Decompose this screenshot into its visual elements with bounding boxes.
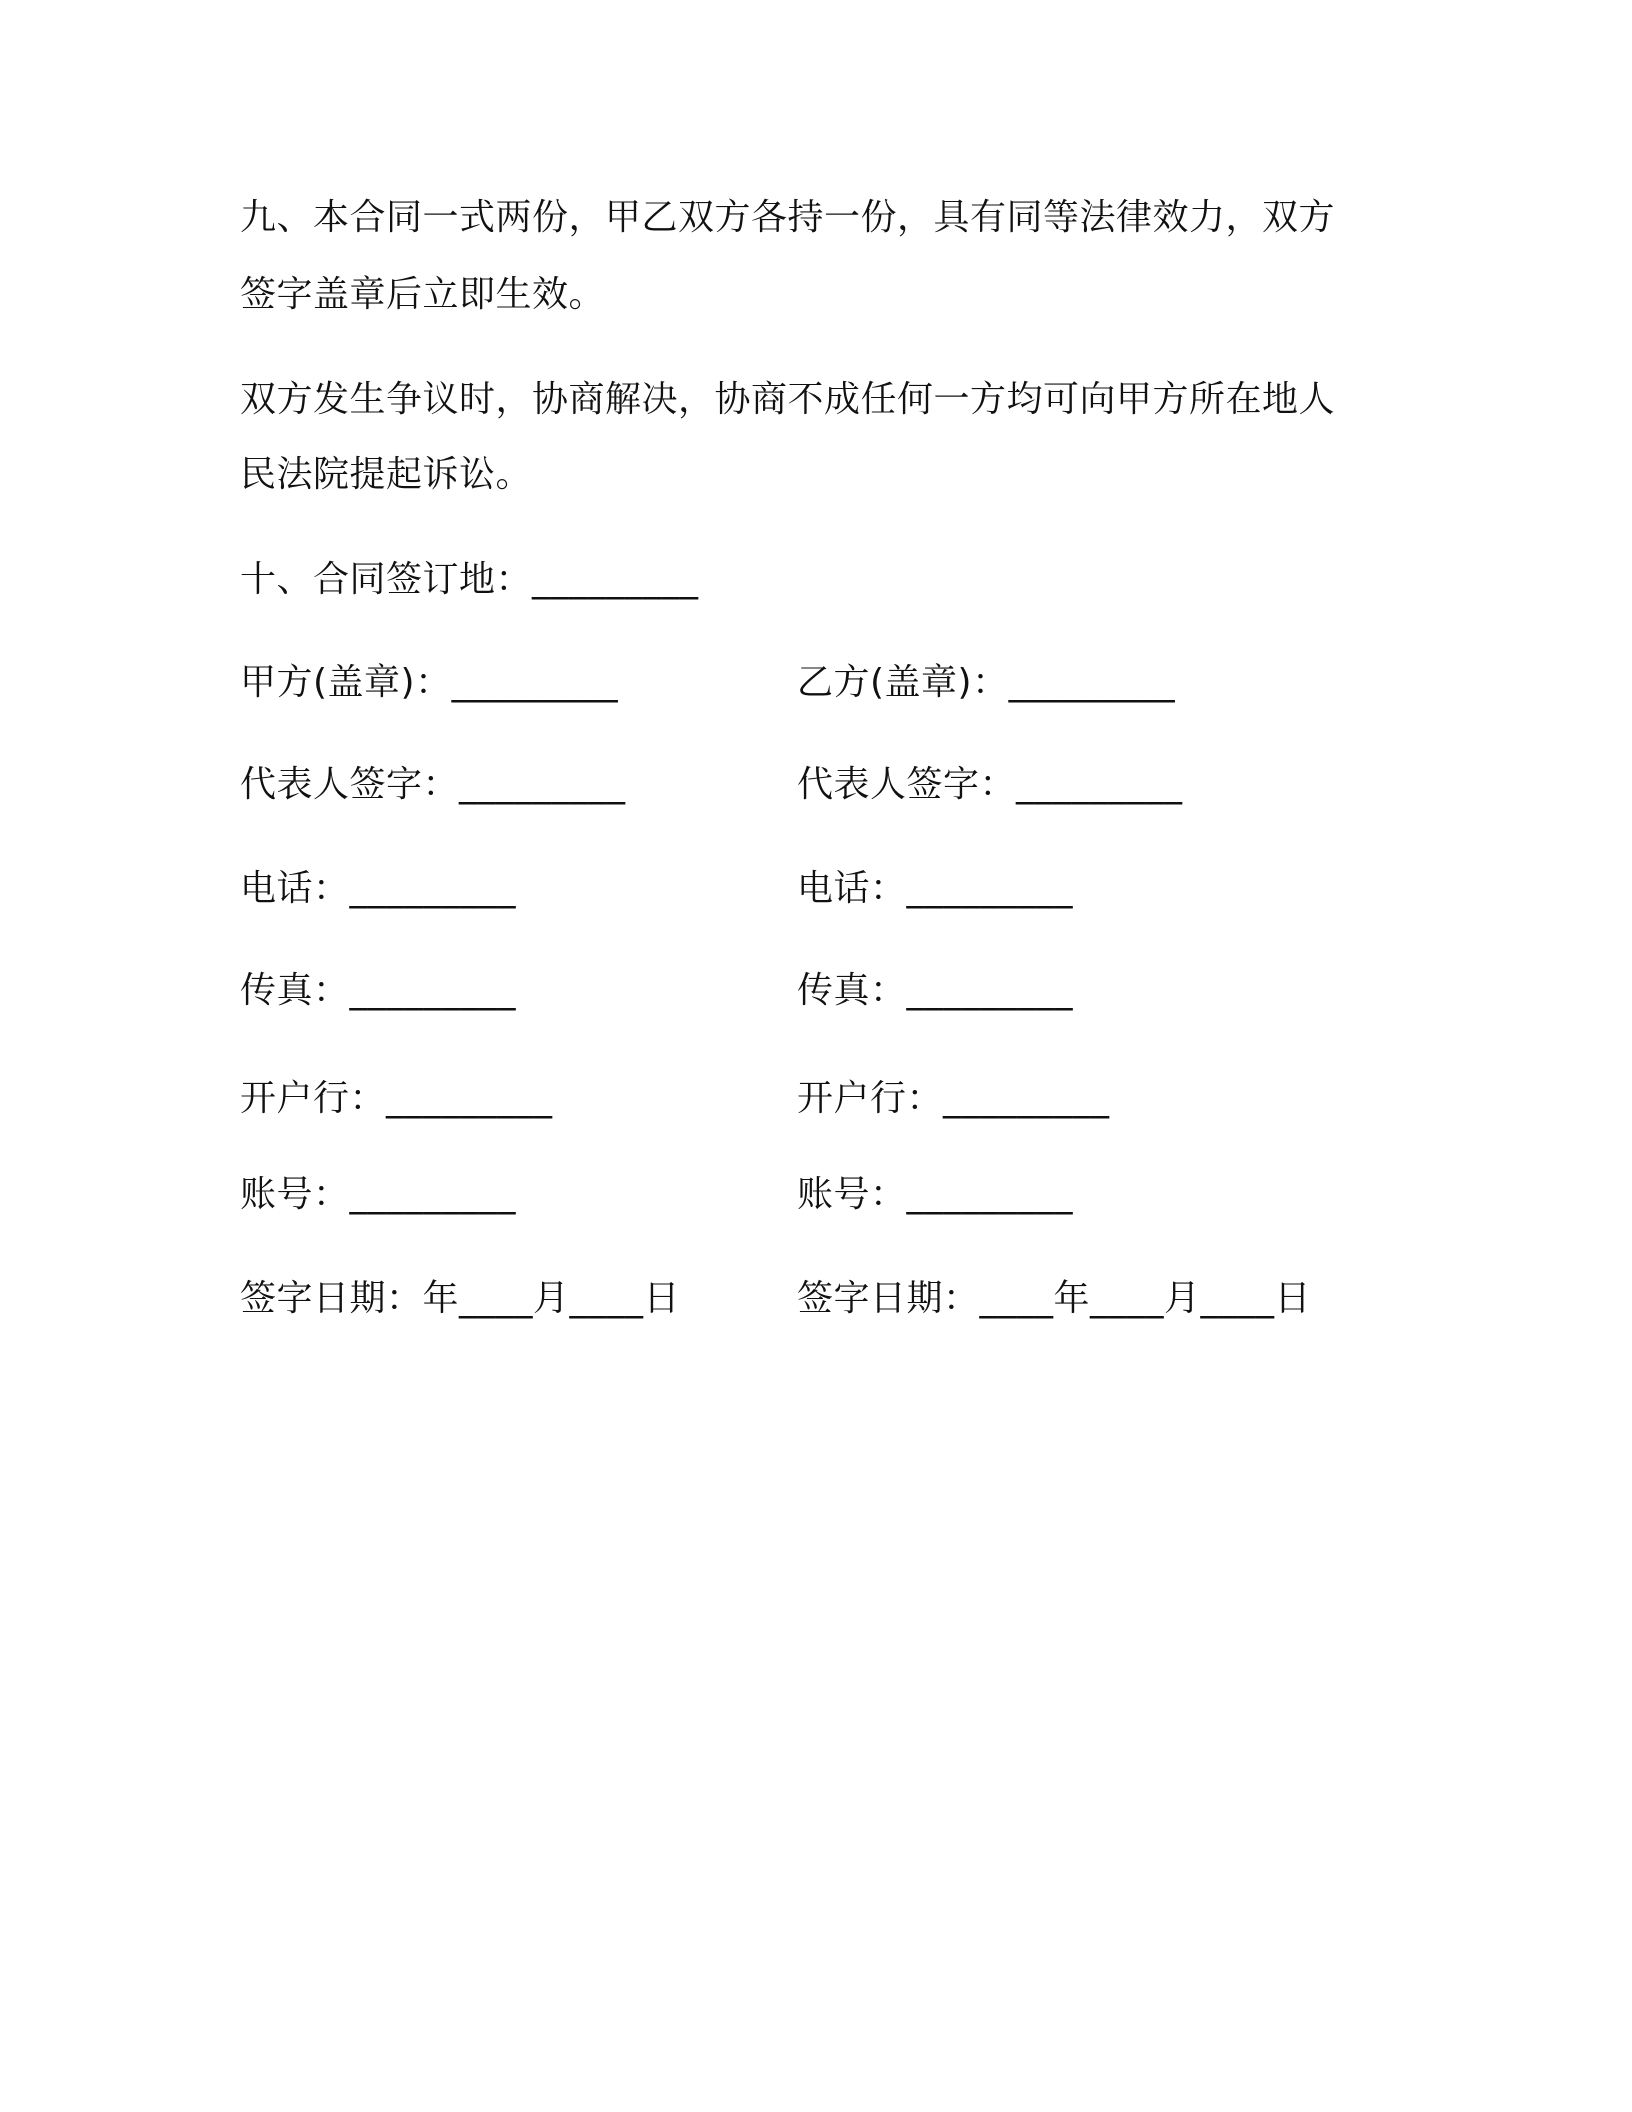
party-a-seal: 甲方(盖章)：_________	[240, 662, 619, 703]
party-a-representative: 代表人签字：_________	[240, 764, 626, 805]
dispute-line-2: 民法院提起诉讼。	[240, 454, 533, 495]
clause-nine-line-1: 九、本合同一式两份，甲乙双方各持一份，具有同等法律效力，双方	[240, 197, 1336, 238]
party-b-account: 账号：_________	[797, 1174, 1074, 1215]
party-a-sign-date: 签字日期：年____月____日	[240, 1278, 681, 1319]
clause-ten-signing-place: 十、合同签订地：_________	[240, 559, 699, 600]
party-a-fax: 传真：_________	[240, 970, 517, 1011]
party-a-account: 账号：_________	[240, 1174, 517, 1215]
party-b-sign-date: 签字日期：____年____月____日	[797, 1278, 1312, 1319]
party-b-seal: 乙方(盖章)：_________	[797, 662, 1176, 703]
party-a-phone: 电话：_________	[240, 868, 517, 909]
party-a-bank: 开户行：_________	[240, 1078, 553, 1119]
party-b-phone: 电话：_________	[797, 868, 1074, 909]
clause-nine-line-2: 签字盖章后立即生效。	[240, 274, 606, 315]
dispute-line-1: 双方发生争议时，协商解决，协商不成任何一方均可向甲方所在地人	[240, 379, 1336, 420]
party-b-representative: 代表人签字：_________	[797, 764, 1183, 805]
party-b-fax: 传真：_________	[797, 970, 1074, 1011]
party-b-bank: 开户行：_________	[797, 1078, 1110, 1119]
